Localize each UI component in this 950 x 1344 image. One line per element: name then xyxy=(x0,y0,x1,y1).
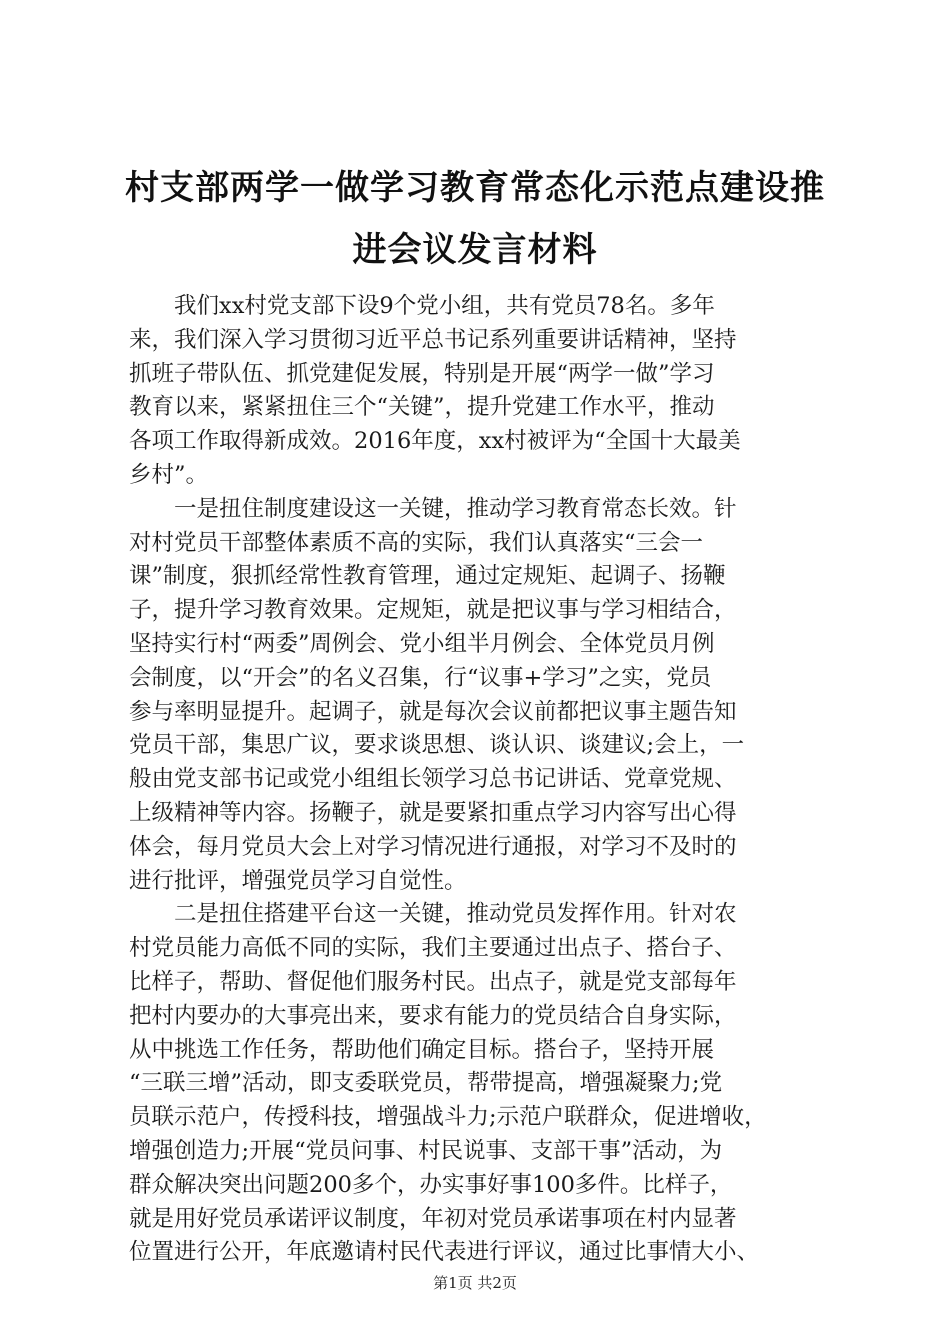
document-title-line-1: 村支部两学一做学习教育常态化示范点建设推 xyxy=(125,168,825,208)
body-line: 一是扭住制度建设这一关键，推动学习教育常态长效。针 xyxy=(174,495,737,522)
body-line: 上级精神等内容。扬鞭子，就是要紧扣重点学习内容写出心得 xyxy=(129,799,737,826)
body-line: 体会，每月党员大会上对学习情况进行通报，对学习不及时的 xyxy=(129,833,737,860)
body-line: 对村党员干部整体素质不高的实际，我们认真落实“三会一 xyxy=(129,529,704,556)
body-line: 参与率明显提升。起调子，就是每次会议前都把议事主题告知 xyxy=(129,698,737,725)
body-line: 增强创造力;开展“党员问事、村民说事、支部干事”活动，为 xyxy=(129,1137,723,1164)
body-line: 员联示范户，传授科技，增强战斗力;示范户联群众，促进增收， xyxy=(129,1104,767,1131)
document-body xyxy=(129,290,829,1270)
body-line: 从中挑选工作任务，帮助他们确定目标。搭台子，坚持开展 xyxy=(129,1036,715,1063)
body-line: 教育以来，紧紧扭住三个“关键”，提升党建工作水平，推动 xyxy=(129,394,715,421)
body-line: 村党员能力高低不同的实际，我们主要通过出点子、搭台子、 xyxy=(129,935,737,962)
body-line: 乡村”。 xyxy=(129,461,209,488)
body-line: 般由党支部书记或党小组组长领学习总书记讲话、党章党规、 xyxy=(129,766,737,793)
body-line: 各项工作取得新成效。2016年度，xx村被评为“全国十大最美 xyxy=(129,428,741,455)
page-number-footer: 第1页 共2页 xyxy=(433,1274,517,1292)
body-line: 党员干部，集思广议，要求谈思想、谈认识、谈建议;会上，一 xyxy=(129,732,745,759)
body-line: 子，提升学习教育效果。定规矩，就是把议事与学习相结合， xyxy=(129,597,737,624)
body-line: 位置进行公开，年底邀请村民代表进行评议，通过比事情大小、 xyxy=(129,1239,760,1266)
body-line: 抓班子带队伍、抓党建促发展，特别是开展“两学一做”学习 xyxy=(129,360,715,387)
body-line: 来，我们深入学习贯彻习近平总书记系列重要讲话精神，坚持 xyxy=(129,326,737,353)
body-line: 群众解决突出问题200多个，办实事好事100多件。比样子， xyxy=(129,1171,733,1198)
document-title-line-2: 进会议发言材料 xyxy=(352,230,598,270)
body-line: 比样子，帮助、督促他们服务村民。出点子，就是党支部每年 xyxy=(129,968,737,995)
body-line: “三联三增”活动，即支委联党员，帮带提高，增强凝聚力;党 xyxy=(129,1070,723,1097)
body-line: 我们xx村党支部下设9个党小组，共有党员78名。多年 xyxy=(174,293,715,319)
body-line: 课”制度，狠抓经常性教育管理，通过定规矩、起调子、扬鞭 xyxy=(129,563,726,590)
body-line: 二是扭住搭建平台这一关键，推动党员发挥作用。针对农 xyxy=(174,901,737,928)
body-line: 把村内要办的大事亮出来，要求有能力的党员结合自身实际， xyxy=(129,1002,737,1029)
body-line: 会制度，以“开会”的名义召集，行“议事+学习”之实，党员 xyxy=(129,664,712,691)
body-line: 坚持实行村“两委”周例会、党小组半月例会、全体党员月例 xyxy=(129,630,715,657)
body-line: 进行批评，增强党员学习自觉性。 xyxy=(129,867,467,894)
body-line: 就是用好党员承诺评议制度，年初对党员承诺事项在村内显著 xyxy=(129,1205,737,1232)
